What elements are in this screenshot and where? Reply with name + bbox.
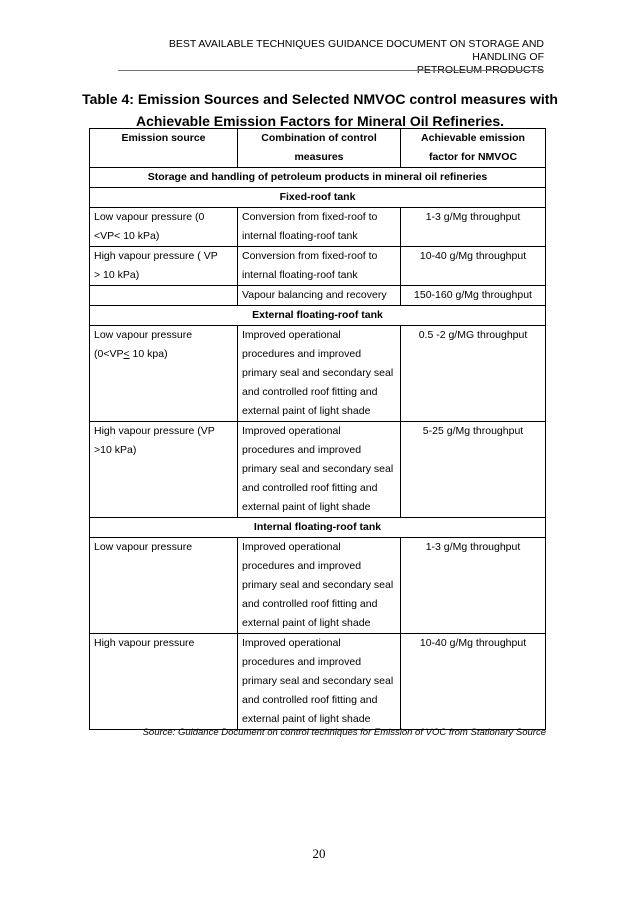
table-row	[90, 247, 546, 286]
control-measure-line: primary seal and secondary seal	[242, 579, 394, 591]
control-measure-line: internal floating-roof tank	[242, 230, 358, 242]
control-measure-line: primary seal and secondary seal	[242, 463, 394, 475]
table-title	[60, 88, 580, 132]
fixed-roof-heading: Fixed-roof tank	[90, 188, 546, 208]
control-measure-line: procedures and improved	[242, 560, 362, 572]
emission-source-line: Low vapour pressure (0	[94, 211, 205, 223]
external-floating-heading: External floating-roof tank	[90, 306, 546, 326]
control-measure-line: and controlled roof fitting and	[242, 694, 378, 706]
table-row	[90, 326, 546, 422]
source-note: Source: Guidance Document on control techniques for Emission of VOC from Stationary Source	[142, 727, 546, 738]
control-measure-line: Vapour balancing and recovery	[242, 289, 387, 301]
control-measure-line: Conversion from fixed-roof to	[242, 211, 378, 223]
internal-floating-heading: Internal floating-roof tank	[90, 518, 546, 538]
header-emission-factor: Achievable emission factor for NMVOC	[401, 129, 546, 168]
table-row	[90, 208, 546, 247]
control-measure-line: Improved operational	[242, 637, 341, 649]
header-control-measures: Combination of control measures	[238, 129, 401, 168]
emission-source-line: High vapour pressure	[94, 637, 195, 649]
table-row	[90, 286, 546, 306]
section-row-storage	[90, 168, 546, 188]
emission-source-line: >10 kPa)	[94, 444, 137, 456]
page-number: 20	[312, 846, 326, 861]
table-title-line2: Achievable Emission Factors for Mineral Oil Refineries.	[135, 113, 504, 129]
section-row-external-floating	[90, 306, 546, 326]
control-measure-line: Improved operational	[242, 329, 341, 341]
control-measure-cell	[238, 208, 401, 247]
control-measure-line: procedures and improved	[242, 656, 362, 668]
control-measure-cell	[238, 326, 401, 422]
external-floating-rows	[90, 326, 546, 518]
running-header-line2: PETROLEUM PRODUCTS	[416, 64, 544, 76]
table-header-row	[90, 129, 546, 168]
emission-source-line	[94, 345, 233, 364]
emission-source-cell	[90, 208, 238, 247]
emission-source-fragment: <	[123, 348, 130, 360]
emission-source-line: Low vapour pressure	[94, 329, 193, 341]
control-measure-line: Conversion from fixed-roof to	[242, 250, 378, 262]
control-measure-line: primary seal and secondary seal	[242, 675, 394, 687]
control-measure-line: external paint of light shade	[242, 501, 371, 513]
storage-heading: Storage and handling of petroleum products in mineral oil refineries	[90, 168, 546, 188]
emission-source-line: High vapour pressure ( VP	[94, 250, 218, 262]
emission-source-cell	[90, 247, 238, 286]
emission-source-line: High vapour pressure (VP	[94, 425, 215, 437]
running-header	[118, 38, 544, 77]
emission-source-line: <VP< 10 kPa)	[94, 230, 160, 242]
control-measure-line: Improved operational	[242, 541, 341, 553]
running-header-line1: BEST AVAILABLE TECHNIQUES GUIDANCE DOCUMENT ON STORAGE AND HANDLING OF	[168, 38, 544, 63]
table-row	[90, 422, 546, 518]
control-measure-cell	[238, 286, 401, 306]
emission-source-cell	[90, 634, 238, 730]
control-measure-line: external paint of light shade	[242, 405, 371, 417]
header-emission-source: Emission source	[90, 129, 238, 168]
table-row	[90, 538, 546, 634]
section-row-internal-floating	[90, 518, 546, 538]
control-measure-line: and controlled roof fitting and	[242, 598, 378, 610]
control-measure-cell	[238, 422, 401, 518]
emission-source-fragment: (0<VP	[94, 348, 124, 360]
control-measure-line: and controlled roof fitting and	[242, 386, 378, 398]
emission-factor-cell: 10-40 g/Mg throughput	[401, 247, 546, 286]
emission-source-cell	[90, 286, 238, 306]
internal-floating-rows	[90, 538, 546, 730]
emission-factor-cell: 1-3 g/Mg throughput	[401, 538, 546, 634]
emission-factor-cell: 0.5 -2 g/MG throughput	[401, 326, 546, 422]
control-measure-cell	[238, 247, 401, 286]
emission-factor-cell: 150-160 g/Mg throughput	[401, 286, 546, 306]
control-measure-line: procedures and improved	[242, 444, 362, 456]
control-measure-line: internal floating-roof tank	[242, 269, 358, 281]
fixed-roof-rows	[90, 208, 546, 306]
emission-factor-cell: 5-25 g/Mg throughput	[401, 422, 546, 518]
emission-factor-cell: 1-3 g/Mg throughput	[401, 208, 546, 247]
header-divider	[118, 70, 544, 71]
control-measure-line: procedures and improved	[242, 348, 362, 360]
table-row	[90, 634, 546, 730]
control-measure-line: Improved operational	[242, 425, 341, 437]
emission-source-cell	[90, 326, 238, 422]
control-measure-cell	[238, 538, 401, 634]
control-measure-cell	[238, 634, 401, 730]
control-measure-line: primary seal and secondary seal	[242, 367, 394, 379]
emissions-table	[89, 128, 546, 730]
control-measure-line: and controlled roof fitting and	[242, 482, 378, 494]
emission-source-line: > 10 kPa)	[94, 269, 140, 281]
emission-source-fragment: 10 kpa)	[129, 348, 168, 360]
table-title-line1: Table 4: Emission Sources and Selected NMVOC control measures with	[82, 91, 558, 107]
control-measure-line: external paint of light shade	[242, 617, 371, 629]
emission-source-cell	[90, 422, 238, 518]
section-row-fixed-roof	[90, 188, 546, 208]
control-measure-line: external paint of light shade	[242, 713, 371, 725]
emission-factor-cell: 10-40 g/Mg throughput	[401, 634, 546, 730]
emission-source-cell	[90, 538, 238, 634]
emission-source-line: Low vapour pressure	[94, 541, 193, 553]
